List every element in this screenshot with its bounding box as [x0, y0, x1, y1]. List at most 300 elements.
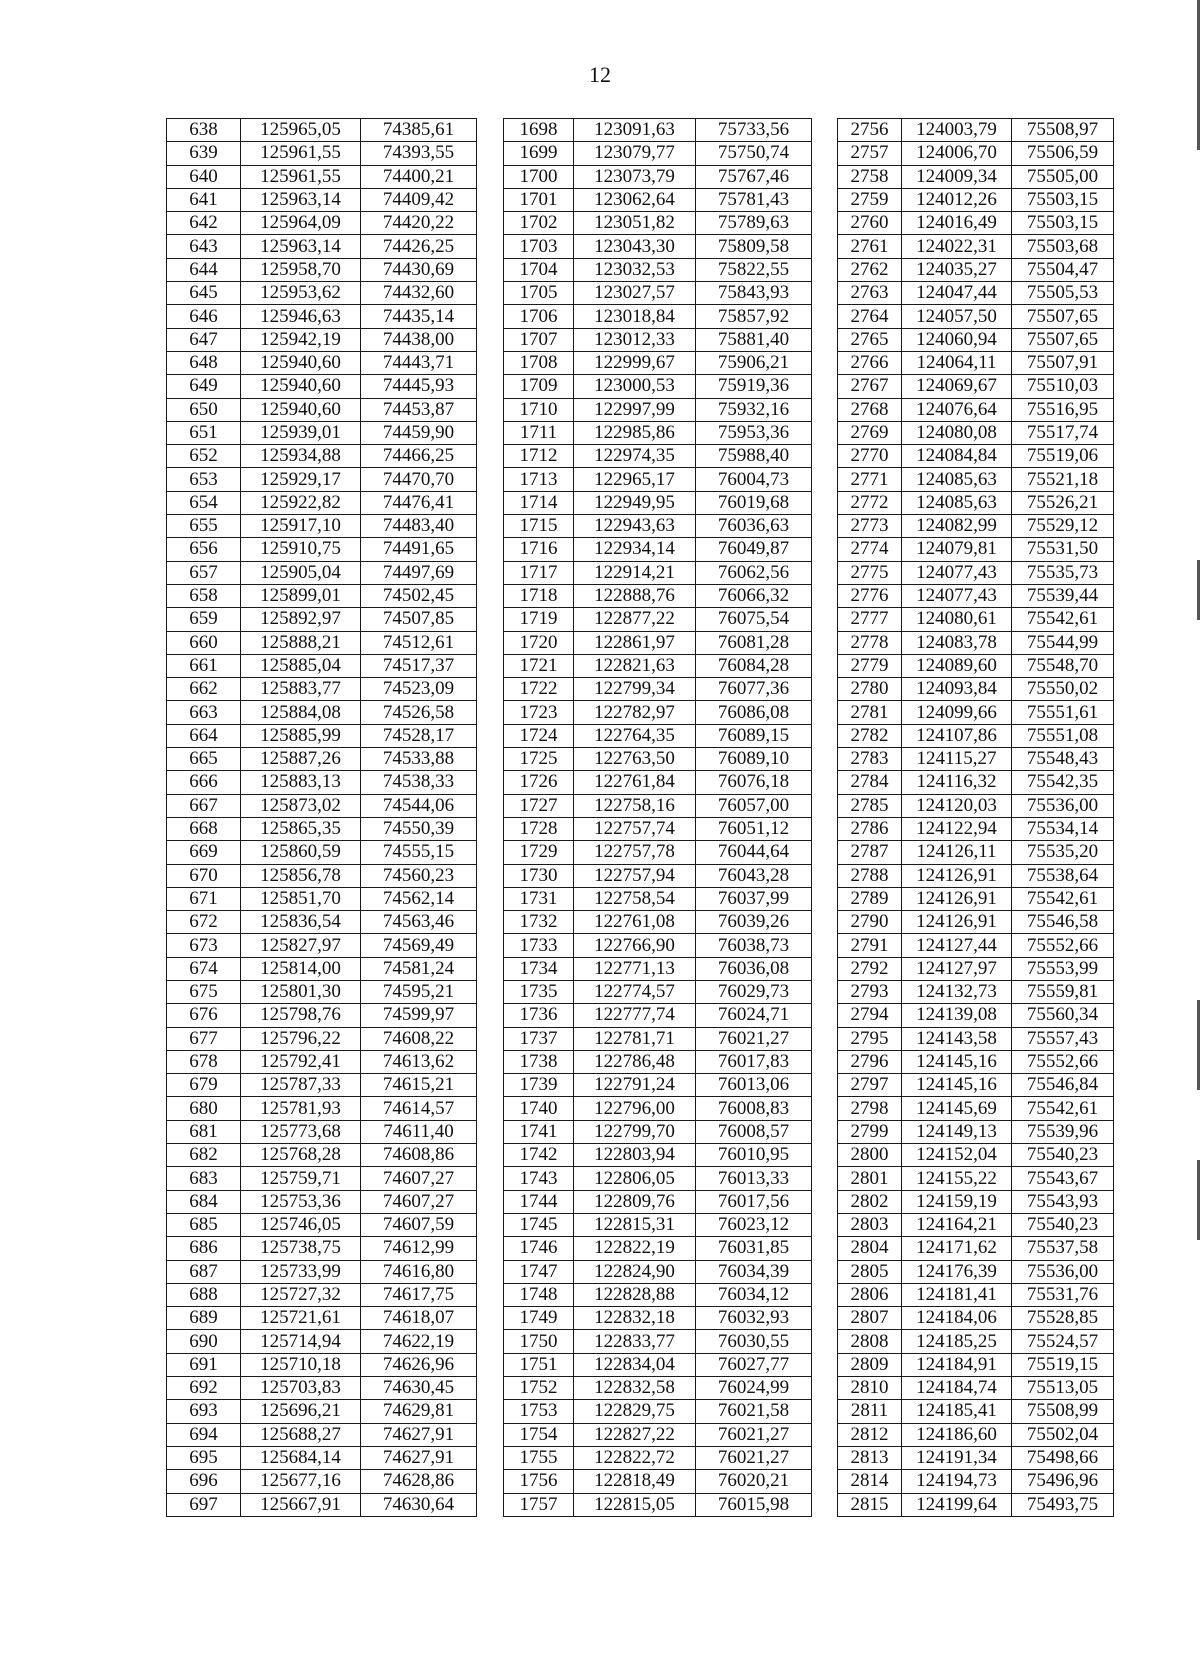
y-coordinate-cell: 75498,66 [1012, 1446, 1114, 1469]
x-coordinate-cell: 124185,41 [902, 1400, 1012, 1423]
x-coordinate-cell: 125905,04 [241, 561, 361, 584]
y-coordinate-cell: 74385,61 [361, 119, 477, 142]
x-coordinate-cell: 124003,79 [902, 119, 1012, 142]
x-coordinate-cell: 123062,64 [574, 188, 696, 211]
y-coordinate-cell: 75502,04 [1012, 1423, 1114, 1446]
x-coordinate-cell: 124077,43 [902, 561, 1012, 584]
column-group-separator [477, 561, 504, 584]
column-group-separator [812, 1423, 838, 1446]
y-coordinate-cell: 76044,64 [696, 841, 812, 864]
point-number-cell: 1722 [504, 678, 574, 701]
point-number-cell: 1713 [504, 468, 574, 491]
point-number-cell: 2777 [838, 608, 902, 631]
point-number-cell: 660 [167, 631, 241, 654]
column-group-separator [477, 678, 504, 701]
y-coordinate-cell: 74627,91 [361, 1423, 477, 1446]
point-number-cell: 2757 [838, 142, 902, 165]
x-coordinate-cell: 122761,84 [574, 771, 696, 794]
table-row [167, 1446, 1114, 1469]
table-row [167, 1423, 1114, 1446]
x-coordinate-cell: 122833,77 [574, 1330, 696, 1353]
x-coordinate-cell: 122782,97 [574, 701, 696, 724]
x-coordinate-cell: 124093,84 [902, 678, 1012, 701]
x-coordinate-cell: 122774,57 [574, 980, 696, 1003]
table-row [167, 421, 1114, 444]
x-coordinate-cell: 125721,61 [241, 1307, 361, 1330]
y-coordinate-cell: 74528,17 [361, 724, 477, 747]
y-coordinate-cell: 75526,21 [1012, 491, 1114, 514]
point-number-cell: 2789 [838, 887, 902, 910]
point-number-cell: 2815 [838, 1493, 902, 1516]
y-coordinate-cell: 75544,99 [1012, 631, 1114, 654]
column-group-separator [812, 980, 838, 1003]
x-coordinate-cell: 122815,05 [574, 1493, 696, 1516]
point-number-cell: 2785 [838, 794, 902, 817]
x-coordinate-cell: 124184,06 [902, 1307, 1012, 1330]
point-number-cell: 652 [167, 445, 241, 468]
y-coordinate-cell: 75843,93 [696, 282, 812, 305]
y-coordinate-cell: 76004,73 [696, 468, 812, 491]
y-coordinate-cell: 75551,61 [1012, 701, 1114, 724]
point-number-cell: 1732 [504, 911, 574, 934]
table-row [167, 328, 1114, 351]
x-coordinate-cell: 125773,68 [241, 1120, 361, 1143]
y-coordinate-cell: 76008,83 [696, 1097, 812, 1120]
x-coordinate-cell: 124083,78 [902, 631, 1012, 654]
y-coordinate-cell: 76017,56 [696, 1190, 812, 1213]
point-number-cell: 1721 [504, 654, 574, 677]
y-coordinate-cell: 74569,49 [361, 934, 477, 957]
table-row [167, 1050, 1114, 1073]
point-number-cell: 2795 [838, 1027, 902, 1050]
point-number-cell: 2778 [838, 631, 902, 654]
x-coordinate-cell: 124194,73 [902, 1470, 1012, 1493]
x-coordinate-cell: 122758,54 [574, 887, 696, 910]
y-coordinate-cell: 75542,61 [1012, 1097, 1114, 1120]
point-number-cell: 689 [167, 1307, 241, 1330]
x-coordinate-cell: 125856,78 [241, 864, 361, 887]
x-coordinate-cell: 122799,70 [574, 1120, 696, 1143]
column-group-separator [812, 212, 838, 235]
x-coordinate-cell: 124022,31 [902, 235, 1012, 258]
y-coordinate-cell: 74432,60 [361, 282, 477, 305]
y-coordinate-cell: 75557,43 [1012, 1027, 1114, 1050]
y-coordinate-cell: 76034,12 [696, 1283, 812, 1306]
column-group-separator [477, 701, 504, 724]
x-coordinate-cell: 125814,00 [241, 957, 361, 980]
x-coordinate-cell: 124079,81 [902, 538, 1012, 561]
point-number-cell: 2809 [838, 1353, 902, 1376]
y-coordinate-cell: 74470,70 [361, 468, 477, 491]
column-group-separator [477, 188, 504, 211]
y-coordinate-cell: 74523,09 [361, 678, 477, 701]
point-number-cell: 685 [167, 1213, 241, 1236]
x-coordinate-cell: 125688,27 [241, 1423, 361, 1446]
column-group-separator [812, 1027, 838, 1050]
y-coordinate-cell: 76089,15 [696, 724, 812, 747]
y-coordinate-cell: 75537,58 [1012, 1237, 1114, 1260]
y-coordinate-cell: 76013,06 [696, 1074, 812, 1097]
y-coordinate-cell: 76038,73 [696, 934, 812, 957]
point-number-cell: 657 [167, 561, 241, 584]
table-row [167, 258, 1114, 281]
y-coordinate-cell: 76086,08 [696, 701, 812, 724]
x-coordinate-cell: 125940,60 [241, 351, 361, 374]
table-row [167, 911, 1114, 934]
y-coordinate-cell: 75507,65 [1012, 328, 1114, 351]
point-number-cell: 645 [167, 282, 241, 305]
y-coordinate-cell: 75517,74 [1012, 421, 1114, 444]
y-coordinate-cell: 75553,99 [1012, 957, 1114, 980]
column-group-separator [477, 1283, 504, 1306]
point-number-cell: 2788 [838, 864, 902, 887]
column-group-separator [812, 398, 838, 421]
y-coordinate-cell: 75552,66 [1012, 934, 1114, 957]
y-coordinate-cell: 74581,24 [361, 957, 477, 980]
point-number-cell: 649 [167, 375, 241, 398]
y-coordinate-cell: 76075,54 [696, 608, 812, 631]
y-coordinate-cell: 74420,22 [361, 212, 477, 235]
y-coordinate-cell: 74628,86 [361, 1470, 477, 1493]
y-coordinate-cell: 74612,99 [361, 1237, 477, 1260]
point-number-cell: 1708 [504, 351, 574, 374]
column-group-separator [812, 631, 838, 654]
column-group-separator [812, 235, 838, 258]
y-coordinate-cell: 75542,35 [1012, 771, 1114, 794]
point-number-cell: 640 [167, 165, 241, 188]
point-number-cell: 1756 [504, 1470, 574, 1493]
x-coordinate-cell: 124009,34 [902, 165, 1012, 188]
table-row [167, 957, 1114, 980]
x-coordinate-cell: 124185,25 [902, 1330, 1012, 1353]
x-coordinate-cell: 122997,99 [574, 398, 696, 421]
x-coordinate-cell: 122815,31 [574, 1213, 696, 1236]
column-group-separator [477, 421, 504, 444]
y-coordinate-cell: 75781,43 [696, 188, 812, 211]
column-group-separator [812, 654, 838, 677]
y-coordinate-cell: 75822,55 [696, 258, 812, 281]
point-number-cell: 1751 [504, 1353, 574, 1376]
y-coordinate-cell: 75789,63 [696, 212, 812, 235]
x-coordinate-cell: 124076,64 [902, 398, 1012, 421]
point-number-cell: 2765 [838, 328, 902, 351]
column-group-separator [812, 771, 838, 794]
x-coordinate-cell: 122943,63 [574, 515, 696, 538]
point-number-cell: 661 [167, 654, 241, 677]
y-coordinate-cell: 75932,16 [696, 398, 812, 421]
table-row [167, 1213, 1114, 1236]
table-row [167, 515, 1114, 538]
y-coordinate-cell: 75506,59 [1012, 142, 1114, 165]
column-group-separator [477, 957, 504, 980]
column-group-separator [477, 258, 504, 281]
table-row [167, 654, 1114, 677]
point-number-cell: 1702 [504, 212, 574, 235]
column-group-separator [812, 1283, 838, 1306]
column-group-separator [812, 584, 838, 607]
point-number-cell: 693 [167, 1400, 241, 1423]
y-coordinate-cell: 74627,91 [361, 1446, 477, 1469]
y-coordinate-cell: 74459,90 [361, 421, 477, 444]
point-number-cell: 1744 [504, 1190, 574, 1213]
column-group-separator [477, 1493, 504, 1516]
point-number-cell: 1709 [504, 375, 574, 398]
x-coordinate-cell: 124127,97 [902, 957, 1012, 980]
point-number-cell: 2770 [838, 445, 902, 468]
x-coordinate-cell: 124122,94 [902, 817, 1012, 840]
x-coordinate-cell: 125942,19 [241, 328, 361, 351]
x-coordinate-cell: 122965,17 [574, 468, 696, 491]
point-number-cell: 642 [167, 212, 241, 235]
x-coordinate-cell: 124035,27 [902, 258, 1012, 281]
y-coordinate-cell: 74611,40 [361, 1120, 477, 1143]
point-number-cell: 1757 [504, 1493, 574, 1516]
point-number-cell: 2812 [838, 1423, 902, 1446]
column-group-separator [477, 1004, 504, 1027]
point-number-cell: 1741 [504, 1120, 574, 1143]
y-coordinate-cell: 74615,21 [361, 1074, 477, 1097]
y-coordinate-cell: 76037,99 [696, 887, 812, 910]
point-number-cell: 683 [167, 1167, 241, 1190]
y-coordinate-cell: 75906,21 [696, 351, 812, 374]
y-coordinate-cell: 76066,32 [696, 584, 812, 607]
point-number-cell: 2806 [838, 1283, 902, 1306]
column-group-separator [477, 980, 504, 1003]
y-coordinate-cell: 76051,12 [696, 817, 812, 840]
table-row [167, 1097, 1114, 1120]
y-coordinate-cell: 74409,42 [361, 188, 477, 211]
y-coordinate-cell: 75542,61 [1012, 608, 1114, 631]
x-coordinate-cell: 124085,63 [902, 491, 1012, 514]
x-coordinate-cell: 125836,54 [241, 911, 361, 934]
y-coordinate-cell: 75493,75 [1012, 1493, 1114, 1516]
column-group-separator [812, 1493, 838, 1516]
point-number-cell: 2808 [838, 1330, 902, 1353]
point-number-cell: 2764 [838, 305, 902, 328]
y-coordinate-cell: 74622,19 [361, 1330, 477, 1353]
point-number-cell: 682 [167, 1144, 241, 1167]
point-number-cell: 1733 [504, 934, 574, 957]
x-coordinate-cell: 125667,91 [241, 1493, 361, 1516]
x-coordinate-cell: 125727,32 [241, 1283, 361, 1306]
point-number-cell: 1715 [504, 515, 574, 538]
point-number-cell: 2802 [838, 1190, 902, 1213]
x-coordinate-cell: 123012,33 [574, 328, 696, 351]
table-row [167, 142, 1114, 165]
x-coordinate-cell: 123027,57 [574, 282, 696, 305]
x-coordinate-cell: 125851,70 [241, 887, 361, 910]
x-coordinate-cell: 123079,77 [574, 142, 696, 165]
column-group-separator [477, 445, 504, 468]
y-coordinate-cell: 74438,00 [361, 328, 477, 351]
table-row [167, 282, 1114, 305]
point-number-cell: 1747 [504, 1260, 574, 1283]
point-number-cell: 1727 [504, 794, 574, 817]
column-group-separator [812, 1120, 838, 1143]
y-coordinate-cell: 76020,21 [696, 1470, 812, 1493]
column-group-separator [477, 1423, 504, 1446]
column-group-separator [477, 817, 504, 840]
y-coordinate-cell: 74517,37 [361, 654, 477, 677]
point-number-cell: 1745 [504, 1213, 574, 1236]
x-coordinate-cell: 124126,91 [902, 887, 1012, 910]
point-number-cell: 654 [167, 491, 241, 514]
table-row [167, 1120, 1114, 1143]
x-coordinate-cell: 124176,39 [902, 1260, 1012, 1283]
point-number-cell: 646 [167, 305, 241, 328]
point-number-cell: 672 [167, 911, 241, 934]
x-coordinate-cell: 124082,99 [902, 515, 1012, 538]
point-number-cell: 679 [167, 1074, 241, 1097]
table-row [167, 794, 1114, 817]
x-coordinate-cell: 124047,44 [902, 282, 1012, 305]
table-row [167, 491, 1114, 514]
y-coordinate-cell: 74435,14 [361, 305, 477, 328]
column-group-separator [477, 165, 504, 188]
point-number-cell: 1706 [504, 305, 574, 328]
y-coordinate-cell: 74512,61 [361, 631, 477, 654]
column-group-separator [477, 1260, 504, 1283]
column-group-separator [812, 864, 838, 887]
point-number-cell: 2763 [838, 282, 902, 305]
y-coordinate-cell: 74497,69 [361, 561, 477, 584]
point-number-cell: 2760 [838, 212, 902, 235]
x-coordinate-cell: 125922,82 [241, 491, 361, 514]
x-coordinate-cell: 124155,22 [902, 1167, 1012, 1190]
y-coordinate-cell: 75507,91 [1012, 351, 1114, 374]
point-number-cell: 1738 [504, 1050, 574, 1073]
y-coordinate-cell: 75508,97 [1012, 119, 1114, 142]
x-coordinate-cell: 122832,58 [574, 1377, 696, 1400]
y-coordinate-cell: 74562,14 [361, 887, 477, 910]
x-coordinate-cell: 124126,91 [902, 911, 1012, 934]
y-coordinate-cell: 74526,58 [361, 701, 477, 724]
y-coordinate-cell: 75516,95 [1012, 398, 1114, 421]
x-coordinate-cell: 125703,83 [241, 1377, 361, 1400]
x-coordinate-cell: 124084,84 [902, 445, 1012, 468]
column-group-separator [477, 212, 504, 235]
y-coordinate-cell: 75513,05 [1012, 1377, 1114, 1400]
y-coordinate-cell: 75503,15 [1012, 188, 1114, 211]
x-coordinate-cell: 124171,62 [902, 1237, 1012, 1260]
x-coordinate-cell: 122764,35 [574, 724, 696, 747]
x-coordinate-cell: 125887,26 [241, 748, 361, 771]
x-coordinate-cell: 125883,77 [241, 678, 361, 701]
point-number-cell: 2775 [838, 561, 902, 584]
column-group-separator [812, 305, 838, 328]
x-coordinate-cell: 125781,93 [241, 1097, 361, 1120]
point-number-cell: 670 [167, 864, 241, 887]
column-group-separator [812, 1353, 838, 1376]
point-number-cell: 1754 [504, 1423, 574, 1446]
point-number-cell: 1730 [504, 864, 574, 887]
table-row [167, 351, 1114, 374]
table-row [167, 934, 1114, 957]
x-coordinate-cell: 122766,90 [574, 934, 696, 957]
x-coordinate-cell: 122809,76 [574, 1190, 696, 1213]
column-group-separator [812, 351, 838, 374]
x-coordinate-cell: 123032,53 [574, 258, 696, 281]
x-coordinate-cell: 122914,21 [574, 561, 696, 584]
y-coordinate-cell: 76089,10 [696, 748, 812, 771]
table-row [167, 887, 1114, 910]
column-group-separator [477, 305, 504, 328]
y-coordinate-cell: 75536,00 [1012, 794, 1114, 817]
column-group-separator [812, 1190, 838, 1213]
x-coordinate-cell: 124126,91 [902, 864, 1012, 887]
y-coordinate-cell: 76036,08 [696, 957, 812, 980]
y-coordinate-cell: 76024,71 [696, 1004, 812, 1027]
x-coordinate-cell: 125961,55 [241, 165, 361, 188]
y-coordinate-cell: 74476,41 [361, 491, 477, 514]
y-coordinate-cell: 74626,96 [361, 1353, 477, 1376]
x-coordinate-cell: 124164,21 [902, 1213, 1012, 1236]
point-number-cell: 1746 [504, 1237, 574, 1260]
x-coordinate-cell: 124127,44 [902, 934, 1012, 957]
point-number-cell: 2779 [838, 654, 902, 677]
point-number-cell: 1729 [504, 841, 574, 864]
point-number-cell: 1704 [504, 258, 574, 281]
x-coordinate-cell: 124139,08 [902, 1004, 1012, 1027]
y-coordinate-cell: 75809,58 [696, 235, 812, 258]
point-number-cell: 2791 [838, 934, 902, 957]
y-coordinate-cell: 76013,33 [696, 1167, 812, 1190]
point-number-cell: 1716 [504, 538, 574, 561]
column-group-separator [477, 375, 504, 398]
x-coordinate-cell: 124186,60 [902, 1423, 1012, 1446]
table-row [167, 305, 1114, 328]
column-group-separator [812, 934, 838, 957]
y-coordinate-cell: 75496,96 [1012, 1470, 1114, 1493]
x-coordinate-cell: 124057,50 [902, 305, 1012, 328]
column-group-separator [812, 957, 838, 980]
column-group-separator [812, 1050, 838, 1073]
y-coordinate-cell: 75504,47 [1012, 258, 1114, 281]
point-number-cell: 676 [167, 1004, 241, 1027]
y-coordinate-cell: 75548,43 [1012, 748, 1114, 771]
column-group-separator [812, 1446, 838, 1469]
point-number-cell: 653 [167, 468, 241, 491]
y-coordinate-cell: 76021,58 [696, 1400, 812, 1423]
x-coordinate-cell: 125865,35 [241, 817, 361, 840]
column-group-separator [812, 887, 838, 910]
point-number-cell: 1705 [504, 282, 574, 305]
x-coordinate-cell: 125714,94 [241, 1330, 361, 1353]
column-group-separator [812, 538, 838, 561]
column-group-separator [477, 119, 504, 142]
y-coordinate-cell: 75539,96 [1012, 1120, 1114, 1143]
point-number-cell: 1740 [504, 1097, 574, 1120]
x-coordinate-cell: 125684,14 [241, 1446, 361, 1469]
column-group-separator [477, 1120, 504, 1143]
y-coordinate-cell: 74393,55 [361, 142, 477, 165]
column-group-separator [812, 375, 838, 398]
column-group-separator [812, 1400, 838, 1423]
column-group-separator [812, 817, 838, 840]
y-coordinate-cell: 75540,23 [1012, 1144, 1114, 1167]
x-coordinate-cell: 123073,79 [574, 165, 696, 188]
point-number-cell: 688 [167, 1283, 241, 1306]
x-coordinate-cell: 122827,22 [574, 1423, 696, 1446]
y-coordinate-cell: 75881,40 [696, 328, 812, 351]
x-coordinate-cell: 122829,75 [574, 1400, 696, 1423]
point-number-cell: 1699 [504, 142, 574, 165]
column-group-separator [812, 258, 838, 281]
point-number-cell: 647 [167, 328, 241, 351]
y-coordinate-cell: 76057,00 [696, 794, 812, 817]
point-number-cell: 684 [167, 1190, 241, 1213]
column-group-separator [477, 328, 504, 351]
